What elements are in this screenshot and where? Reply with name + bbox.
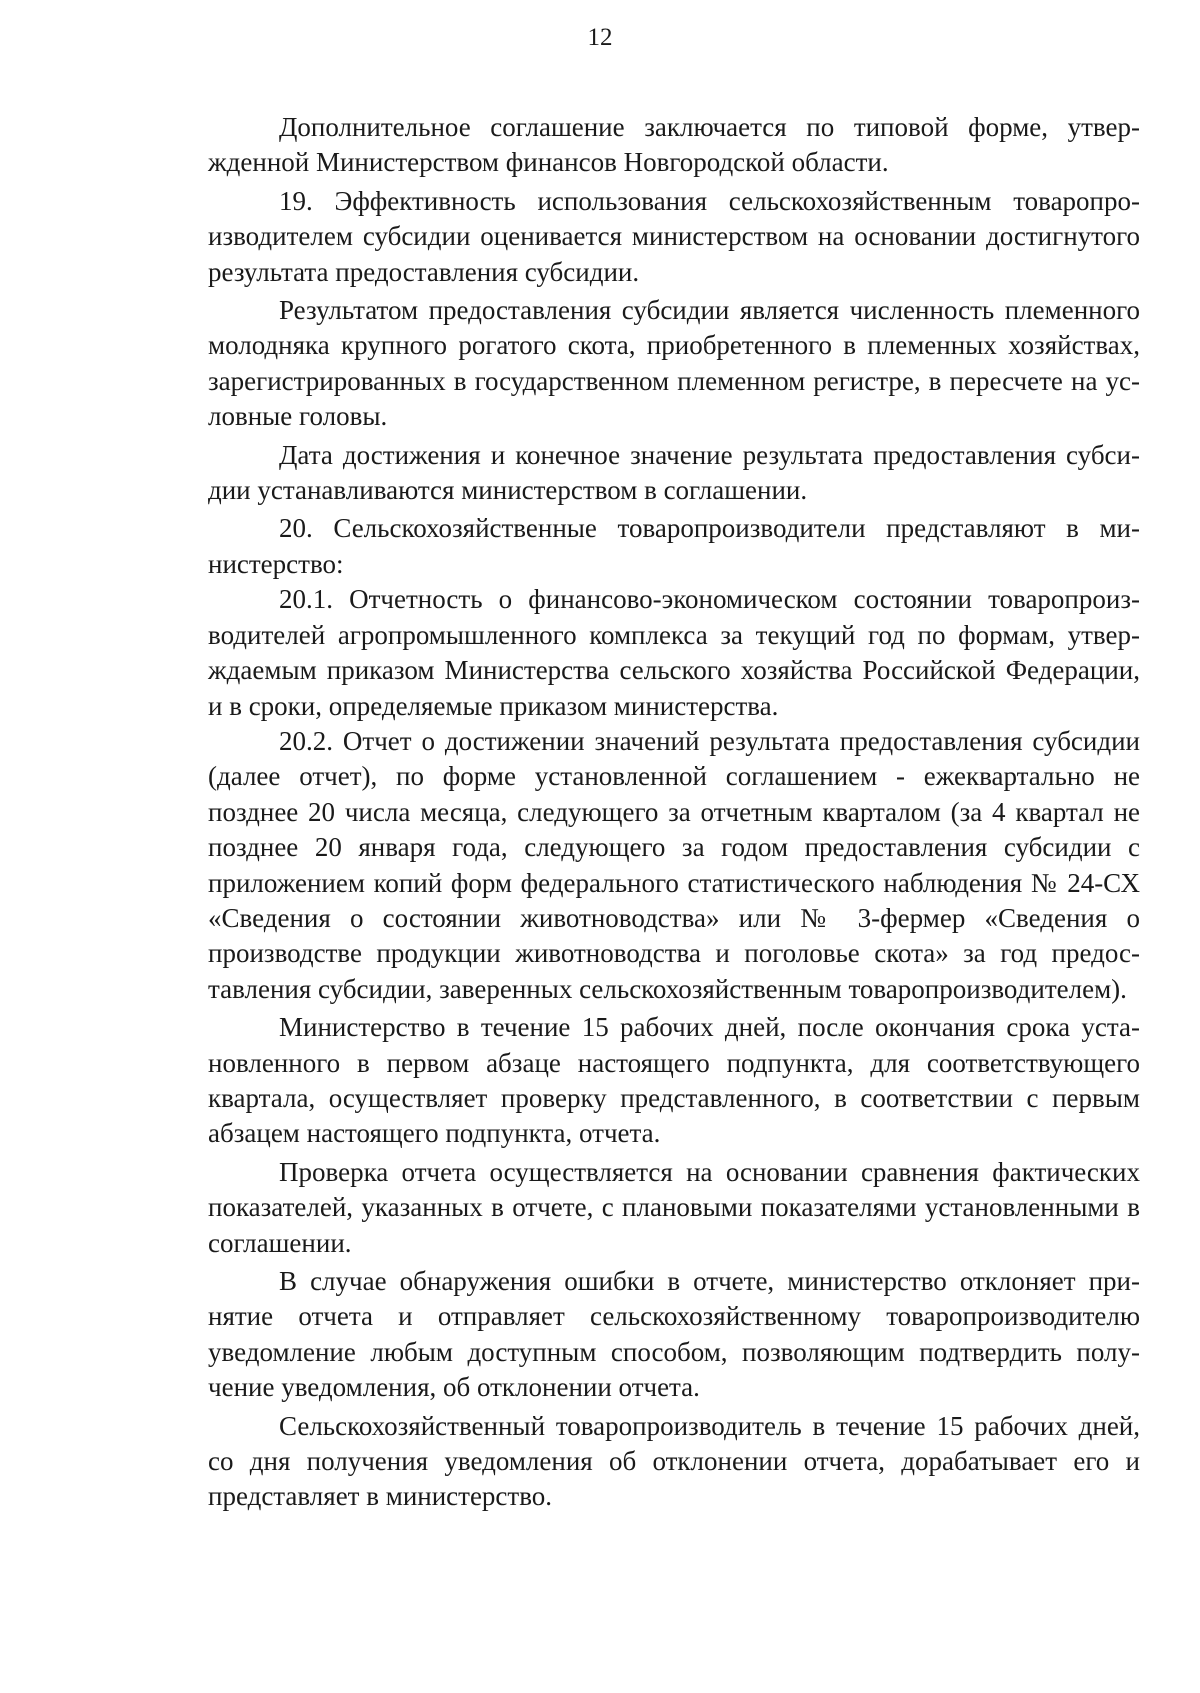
paragraph-result-definition: Результатом предоставления субсидии является численность племенного молодняка крупного рогатого скота, приобретенного в племенных хозяйствах, зарегистрированных в государственном племенном регистре, в пересчете на условные головы.: [208, 295, 1140, 432]
paragraph-20-2-report: 20.2. Отчет о достижении значений результата предоставления субсидии (далее отчет), по форме установленной соглашением - ежеквартально не позднее 20 числа месяца, следующего за отчетным кварталом (за 4 квартал не позднее 20 января года, следующего за годом предоставления субсидии с приложением копий форм федерального статистического наблюдения № 24-СХ «Сведения о состоянии животноводства» или № 3-фермер «Сведения о производстве продукции животноводства и поголовье скота» за год предоставления субсидии, заверенных сельскохозяйственным товаропроизводителем).: [208, 725, 1140, 1004]
paragraph-report-rejection: В случае обнаружения ошибки в отчете, министерство отклоняет принятие отчета и отправляет сельскохозяйственному товаропроизводителю уведомление любым доступным способом, позволяющим подтвердить получение уведомления, об отклонении отчета.: [208, 1266, 1140, 1403]
paragraph-ministry-check: Министерство в течение 15 рабочих дней, после окончания срока установленного в первом абзаце настоящего подпункта, для соответствующего квартала, осуществляет проверку представленного, в соответствии с первым абзацем настоящего подпункта, отчета.: [208, 1012, 1140, 1149]
paragraph-additional-agreement: Дополнительное соглашение заключается по типовой форме, утвержденной Министерством финансов Новгородской области.: [208, 112, 1140, 178]
paragraph-result-date: Дата достижения и конечное значение результата предоставления субсидии устанавливаются министерством в соглашении.: [208, 439, 1140, 506]
paragraph-20-submission: 20. Сельскохозяйственные товаропроизводители представляют в министерство:: [208, 513, 1140, 579]
paragraph-20-1-reporting: 20.1. Отчетность о финансово-экономическом состоянии товаропроизводителей агропромышленного комплекса за текущий год по формам, утверждаемым приказом Министерства сельского хозяйства Российской Федерации, и в сроки, определяемые приказом министерства.: [208, 584, 1140, 721]
paragraph-19-efficiency: 19. Эффективность использования сельскохозяйственным товаропроизводителем субсидии оценивается министерством на основании достигнутого результата предоставления субсидии.: [208, 185, 1140, 287]
document-body: [208, 110, 1140, 1518]
paragraph-report-rework: Сельскохозяйственный товаропроизводитель в течение 15 рабочих дней, со дня получения уведомления об отклонении отчета, дорабатывает его и представляет в министерство.: [208, 1410, 1140, 1512]
paragraph-report-verification: Проверка отчета осуществляется на основании сравнения фактических показателей, указанных в отчете, с плановыми показателями установленными в соглашении.: [208, 1156, 1140, 1258]
page-number: 12: [587, 24, 613, 51]
